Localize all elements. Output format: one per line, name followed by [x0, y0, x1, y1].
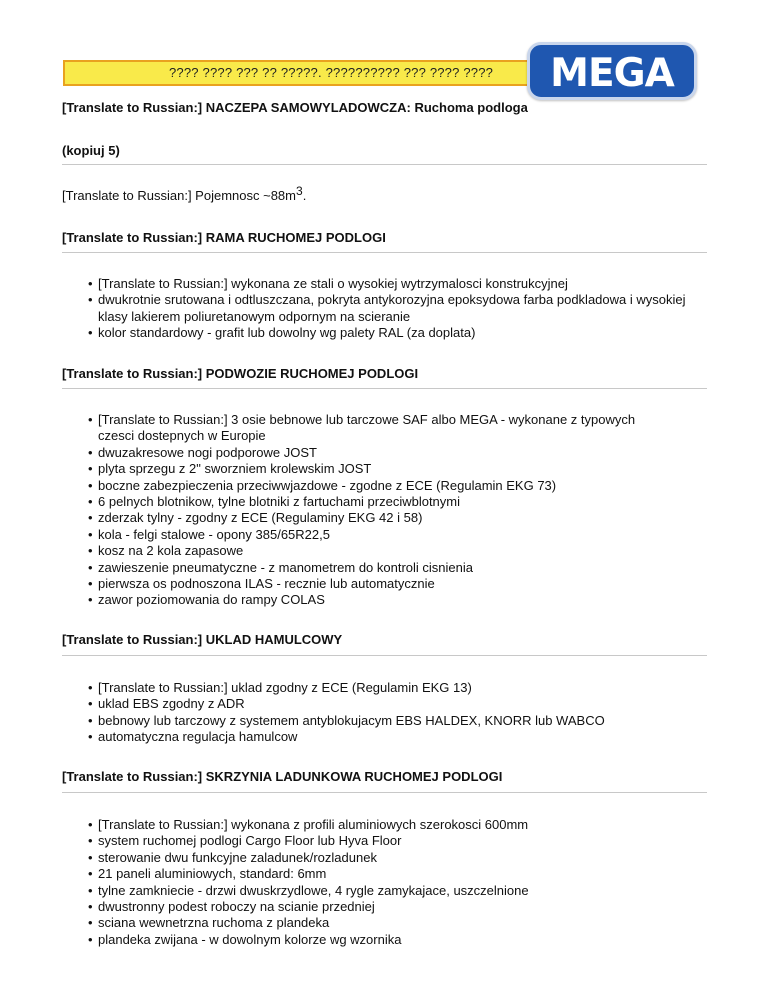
section-heading-frame: [Translate to Russian:] RAMA RUCHOMEJ PODLOGI [62, 230, 386, 245]
list-item: • [Translate to Russian:] wykonana z profili aluminiowych szerokosci 600mm [88, 817, 707, 833]
list-item: • zawieszenie pneumatyczne - z manometrem do kontroli cisnienia [88, 560, 707, 576]
list-item: • system ruchomej podlogi Cargo Floor lub Hyva Floor [88, 833, 707, 849]
section-heading-brakes: [Translate to Russian:] UKLAD HAMULCOWY [62, 632, 343, 647]
chassis-list [62, 412, 707, 609]
list-item: • plandeka zwijana - w dowolnym kolorze wg wzornika [88, 932, 707, 948]
document-title: [Translate to Russian:] NACZEPA SAMOWYLADOWCZA: Ruchoma podloga [62, 100, 528, 115]
list-item: • dwuzakresowe nogi podporowe JOST [88, 445, 707, 461]
list-item: • zawor poziomowania do rampy COLAS [88, 592, 707, 608]
list-item: • bebnowy lub tarczowy z systemem antyblokujacym EBS HALDEX, KNORR lub WABCO [88, 713, 707, 729]
list-item: • boczne zabezpieczenia przeciwwjazdowe - zgodne z ECE (Regulamin EKG 73) [88, 478, 707, 494]
top-banner [63, 60, 543, 86]
list-item: • pierwsza os podnoszona ILAS - recznie lub automatycznie [88, 576, 707, 592]
list-item: • uklad EBS zgodny z ADR [88, 696, 707, 712]
list-item: • [Translate to Russian:] uklad zgodny z ECE (Regulamin EKG 13) [88, 680, 707, 696]
list-item: • dwustronny podest roboczy na scianie przedniej [88, 899, 707, 915]
banner-text: ???? ???? ??? ?? ?????. ?????????? ??? ???? ???? [169, 65, 494, 80]
list-item: • plyta sprzegu z 2" sworzniem krolewskim JOST [88, 461, 707, 477]
list-item: • 21 paneli aluminiowych, standard: 6mm [88, 866, 707, 882]
divider [62, 252, 707, 253]
list-item: • kolor standardowy - grafit lub dowolny wg palety RAL (za doplata) [88, 325, 707, 341]
list-item: • sciana wewnetrzna ruchoma z plandeka [88, 915, 707, 931]
list-item: • [Translate to Russian:] wykonana ze stali o wysokiej wytrzymalosci konstrukcyjnej [88, 276, 707, 292]
capacity-line: [Translate to Russian:] Pojemnosc $\sim 88m^3$. [62, 184, 307, 203]
mega-logo [527, 42, 697, 100]
cargo-box-list [62, 817, 707, 948]
list-item: • zderzak tylny - zgodny z ECE (Regulaminy EKG 42 i 58) [88, 510, 707, 526]
section-heading-chassis: [Translate to Russian:] PODWOZIE RUCHOMEJ PODLOGI [62, 366, 419, 381]
section-heading-cargo-box: [Translate to Russian:] SKRZYNIA LADUNKOWA RUCHOMEJ PODLOGI [62, 769, 503, 784]
list-item: • 6 pelnych blotnikow, tylne blotniki z fartuchami przeciwblotnymi [88, 494, 707, 510]
list-item: • kola - felgi stalowe - opony 385/65R22,5 [88, 527, 707, 543]
list-item: • automatyczna regulacja hamulcow [88, 729, 707, 745]
list-item: • [Translate to Russian:] 3 osie bebnowe lub tarczowe SAF albo MEGA - wykonane z typowych czesci dostepnych w Europie [88, 412, 707, 445]
list-item: • kosz na 2 kola zapasowe [88, 543, 707, 559]
logo-text: MEGA [550, 51, 674, 96]
divider [62, 164, 707, 165]
brakes-list [62, 680, 707, 746]
divider [62, 388, 707, 389]
divider [62, 655, 707, 656]
list-item: • tylne zamkniecie - drzwi dwuskrzydlowe, 4 rygle zamykajace, uszczelnione [88, 883, 707, 899]
divider [62, 792, 707, 793]
document-subtitle: (kopiuj 5) [62, 143, 120, 158]
frame-list [62, 276, 707, 342]
list-item: • sterowanie dwu funkcyjne zaladunek/rozladunek [88, 850, 707, 866]
list-item: • dwukrotnie srutowana i odtluszczana, pokryta antykorozyjna epoksydowa farba podkladowa i wysokiej klasy lakierem poliuretanowym odpornym na scieranie [88, 292, 707, 325]
